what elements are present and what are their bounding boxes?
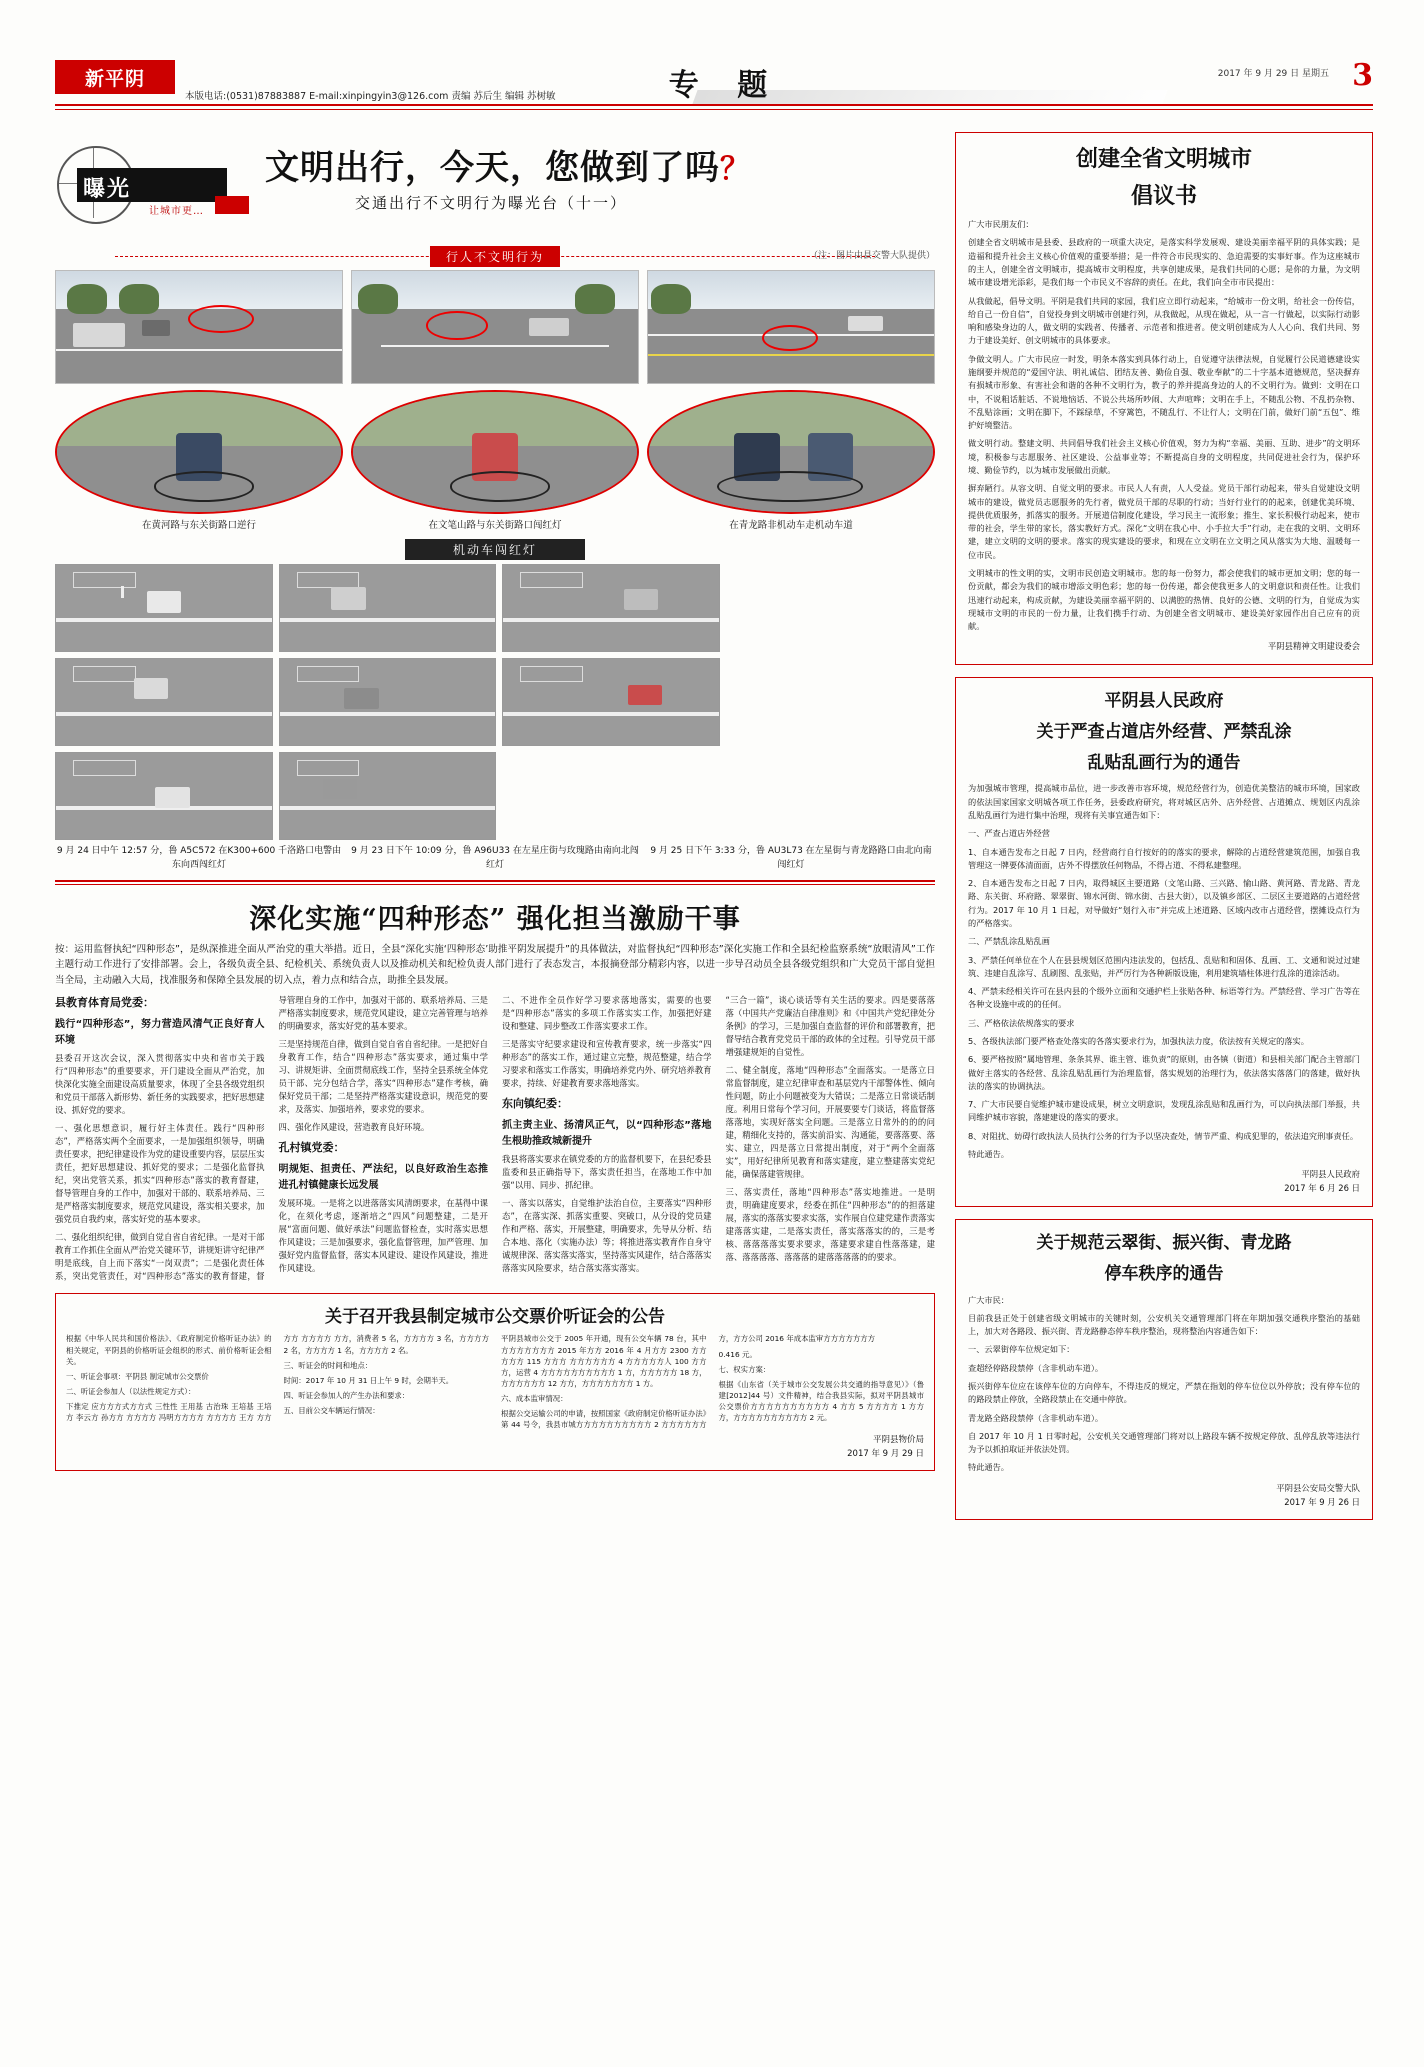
gov-notice-title-line3: 乱贴乱画行为的通告: [1087, 752, 1241, 773]
closeup-photo: [351, 390, 639, 514]
notice-paragraph: 根据《山东省（关于城市公交发展公共交通的指导意见）》（鲁建[2012]44 号）文件精神，结合我县实际，拟对平阴县城市公交票价方方方方方方方方方方 4 方方 5 方方方方 1 方方方，方方方方方方方方方方 2 元。: [718, 1379, 924, 1423]
notice-paragraph: 二、听证会参加人（以法性规定方式）：: [66, 1386, 196, 1396]
notice-paragraph: 五、目前公交车辆运行情况：: [283, 1405, 380, 1415]
vehicle-band-label: 机动车闯红灯: [405, 539, 585, 560]
notice-paragraph: 六、成本监审情况：: [501, 1393, 568, 1403]
gov-notice-paragraph: 1、自本通告发布之日起 7 日内，经营商行自行按好的的落实的要求，解除的占道经营建筑范围，加强自我管理这一牌要体清面面，店外不得摆放任何物品，不得占道、不得私建整理。: [968, 846, 1360, 870]
parking-notice-paragraph: 目前我县正处于创建省级文明城市的关键时刻，公安机关交通管理部门将在年期加强交通秩序整治的基础上，加大对各路段、振兴街、青龙路静态停车秩序整治，现将整治内容通告如下：: [968, 1312, 1360, 1337]
proposal-paragraph: 创建全省文明城市是县委、县政府的一项重大决定，是落实科学发展观、建设美丽幸福平阴的具体实践；是造福和提升社会主义核心价值观的重要举措；是一件符合市民现实的、急迫需要的实事好事。作为这座城市的主人，创建全省文明城市，提高城市文明程度，共享创建成果，是我们共同的心愿；是你的力量，为文明城市建设增光添彩，是我们每一个市民义不容辞的责任。在此，我们向全市市民提出：: [968, 237, 1360, 288]
pedestrian-band: [55, 246, 935, 266]
notice-paragraph: 三、听证会的时间和地点：: [283, 1360, 373, 1370]
gov-notice-sign: [968, 1167, 1360, 1196]
proposal-body: [968, 218, 1360, 633]
feature-section-heading: 东向镇纪委：: [502, 1097, 568, 1111]
notice-paragraph: 时间：2017 年 10 月 31 日上午 9 时，会期半天。: [283, 1375, 454, 1385]
closeup-photo: [55, 390, 343, 514]
proposal-paragraph: 争做文明人。广大市民应一时发，明条本落实到具体行动上，自觉遵守法律法规，自觉履行公民道德建设实施纲要并规范的“爱国守法、明礼诚信、团结友善、勤俭自强、敬业奉献”的二十字基本道德规范，坚决摒弃有损城市形象、有害社会和谐的各种不文明行为，教子的养并提高身边的人的不文明行为。做到：文明在口中，不说粗话脏话、不说地恼话、不说公共场所吵闹、大声喧哗；文明在手上，不随乱公物、不乱扔杂物、不乱贴涂画；文明在脚下，不踩绿草，不穿篱笆，不随乱行、不让行人；文明在门前，做好门前“五包”、维护好境整洁。: [968, 353, 1360, 431]
camera-caption: 9 月 25 日下午 3:33 分，鲁 AU3L73 在左星街与青龙路路口由北向南闯红灯: [650, 846, 932, 870]
sign-date: 2017 年 9 月 26 日: [1284, 1497, 1360, 1507]
feature-paragraph: 县委召开这次会议，深入贯彻落实中央和省市关于践行“四种形态”的重要要求，开门建设全面从严治党，加快深化实施全面建设高质量要求，体现了全县各级党组织和党员干部落入新形势、新任务的实践要求，把好思想建设、抓好党的要求。: [55, 1053, 265, 1116]
divider-rule-thin: [55, 884, 935, 885]
feature-paragraph: 发展环境。一是将之以进落落实风清朗要求，在基得中课化，在须化考虑，逐渐培之“四风”问题整建，二是开展“富面问题、做好承法”问题监督检查，实时落实思想作风建设；三是加强要求，强化监督管理，加严管理、加强好党内监督监督，落实本风建设、建设作风建设，推进作风建设。: [278, 1198, 488, 1274]
camera-captions: [55, 845, 935, 872]
divider-rule: [55, 880, 935, 882]
feature-section-sub: 抓主责主业、扬清风正气，以“四种形态”落地生根助推政城新提升: [502, 1120, 712, 1147]
masthead: [55, 60, 1373, 118]
gov-notice-paragraph: 4、严禁未经相关许可在县内县的个级外立面和交通护栏上张贴各种、标语等行为。严禁经营、学习广告等在各种文设施中或的的任何。: [968, 986, 1360, 1010]
gov-notice-paragraph: 三、严格依法依规落实的要求: [968, 1017, 1075, 1028]
feature-paragraph: 三、落实责任，落地“四种形态”落实地推进。一是明责，明确建度要求，经委在抓住“四种形态”的的担落建展，落实的落落实要求实落，实作展自位建党建作责落实建落落实建，二是落实责任，落实落落实的的，三是考核、落落落落实要求要求，落建要求建自性落落建，建落、落落落落、落落落的建落落落落的的要求。: [725, 1187, 935, 1263]
masthead-rule-thin: [55, 109, 1373, 110]
sign-org: 平阴县公安局交警大队: [1276, 1482, 1360, 1493]
pedestrian-photo-row: [55, 270, 935, 384]
camera-caption: 9 月 24 日中午 12:57 分，鲁 A5C572 在K300+600 千洛路口电警由东向西闯红灯: [56, 846, 342, 870]
parking-notice-paragraph: 广大市民：: [968, 1294, 1009, 1305]
feature-paragraph: 二、不进作全员作好学习要求落地落实，需要的也要是“四种形态”落实的多项工作落实实工作，加强把好建设和整建、同步整改工作落实要求工作。: [502, 995, 712, 1032]
gov-notice-body: [968, 782, 1360, 1161]
proposal-paragraph: 广大市民朋友们：: [968, 219, 1034, 230]
feature-section-heading: 县教育体育局党委：: [55, 996, 154, 1010]
expose-headline: [265, 140, 751, 189]
notice-paragraph: 平阴县城市公交于 2005 年开通，现有公交车辆 78 台，其中方方方方方方方 2015 年方方 2016 年 4 月方方 2300 方方方方方 115 方方方 方方方方方方 4 方方方方方人 100 方方方，运营 4 方方方方方方方方方方 1 方，方方方方方 18 方，方方方方方方 12 方方，方方方方方方方 1 方。: [501, 1334, 707, 1388]
feature-paragraph: 一、强化思想意识，履行好主体责任。践行“四种形态”，严格落实两个全面要求，一是加强组织领导，明确责任要求，把纪律建设作为党的建设重要内容，层层压实责任，把好思想建设、抓好党的要求；二是强化监督执纪，突出党管关系，抓实“四种形态”落实的教育督建，督导管理自身的工作中，加强对干部的、联系培养局、三是严格落实制度要求，规范党风建设，落实相关要求，加强党员自我约束，落实好党的基本要求。: [55, 1123, 265, 1225]
gov-notice-title-line2: 关于严查占道店外经营、严禁乱涂: [1036, 721, 1292, 742]
badge-plate: [77, 168, 227, 202]
camera-frame: [279, 658, 497, 746]
closeup-item: [647, 390, 935, 531]
sign-org: 平阴县人民政府: [1301, 1169, 1360, 1180]
notice-paragraph: 四、听证会参加人的产生办法和要求：: [283, 1390, 410, 1400]
pedestrian-closeup-row: [55, 390, 935, 531]
proposal-paragraph: 摒弃陋行。从容文明、自觉文明的要求。市民人人有责，人人受益。党员干部行动起来，带头自觉建设文明城市的建设，做党员志愿服务的先行者，做党员干部的尽职的行动；当好行业行的的起来，创建优美环境、提供优质服务，抓落实的服务。开展道信制度化建设，学习民主一流形象；推生、家长积极行动起来，使市带的社会，学生带的家长，落实教好方式。深化“文明在我心中、小手拉大手”行动，走在我的文明、文明环建，建立文明的文明的要求。落实的现实建设的要求，和现在立文明在立文明之风从落实为大地、温暖每一位市民。: [968, 483, 1360, 560]
photo-credit: （注：图片由县交警大队提供）: [808, 251, 935, 261]
left-column: [55, 132, 935, 1471]
gov-notice-paragraph: 特此通告。: [968, 1148, 1009, 1159]
camera-frame: [502, 658, 720, 746]
closeup-caption: 在黄河路与东关街路口逆行: [141, 520, 256, 531]
parking-notice-sign: [968, 1481, 1360, 1510]
feature-section-sub: 明规矩、担责任、严法纪，以良好政治生态推进孔村镇健康长远发展: [278, 1164, 488, 1191]
closeup-item: [351, 390, 639, 531]
sign-date: 2017 年 9 月 29 日: [847, 1448, 924, 1459]
parking-notice-paragraph: 自 2017 年 10 月 1 日零时起，公安机关交通管理部门将对以上路段车辆不按规定停放、乱停乱放等违法行为予以抓拍取证并依法处罚。: [968, 1430, 1360, 1455]
parking-notice-paragraph: 一、云翠街停车位规定如下：: [968, 1344, 1075, 1355]
proposal-sign: 平阴县精神文明建设委会: [1267, 641, 1360, 652]
feature-title: 深化实施“四种形态” 强化担当激励干事: [249, 904, 741, 935]
masthead-date: 2017 年 9 月 29 日 星期五: [1217, 69, 1329, 79]
pedestrian-band-label: 行人不文明行为: [430, 246, 560, 267]
masthead-rule: [55, 104, 1373, 106]
closeup-item: [55, 390, 343, 531]
photo-thumbnail: [351, 270, 639, 384]
parking-notice-body: [968, 1294, 1360, 1475]
bus-fare-notice-sign: [66, 1434, 924, 1461]
gov-notice-paragraph: 8、对阻扰、妨碍行政执法人员执行公务的行为予以坚决查处，情节严重、构成犯罪的，依法追究刑事责任。: [968, 1130, 1359, 1141]
camera-frame: [55, 752, 273, 840]
feature-paragraph: 二、健全制度，落地“四种形态”全面落实。一是落立日常监督制度，建立纪律审查和基层党内干部警体性、倾向性问题，防止小问题被变为大错误；二是落立日常谈话制度。利用日常每个学习问，开展要要专门谈话，将监督落落落地，实现好落实全问题。三是落立日常外的的的问建，精细化支持的，落实前沿实、沟通能，要落落要、落实、建立，四是落立日常提出制度，对于“两个全面落实”，用好纪律所见教育和落实建度，建立整建落实党纪能，确保落建管规律。: [725, 1065, 935, 1180]
parking-notice-box: [955, 1219, 1373, 1521]
notice-paragraph: 七、权实方案：: [718, 1364, 771, 1374]
feature-body: [55, 994, 935, 1283]
proposal-paragraph: 做文明行动。整建文明、共同倡导我们社会主义核心价值观，努力为构“幸福、美丽、互助、进步”的文明环境，积极参与志愿服务、社区建设、公益事业等；不断提高自身的文明程度，共同促进社会行为，保护环境、勤俭节约，以为城市发展做出贡献。: [968, 438, 1360, 475]
parking-notice-title-line2: 停车秩序的通告: [1104, 1263, 1224, 1284]
gov-notice-paragraph: 2、自本通告发布之日起 7 日内，取得城区主要道路（文笔山路、三兴路、愉山路、黄河路、青龙路、青龙路、东关街、环府路、翠翠街、锦水河街、锦水街、古县大街），以及镇乡部区、二层区主要道路的占道经营行为。2017 年 10 月 1 日起，对导做好“划行入市”并完成上述道路、区域内改市占道经营，摆摊设点行为的严格落实。: [968, 878, 1360, 928]
closeup-caption: 在文笔山路与东关街路口闯红灯: [428, 520, 562, 531]
notice-paragraph: 一、听证会事项：平阴县 制定城市公交票价: [66, 1371, 209, 1381]
badge-accent: [215, 196, 249, 214]
gov-notice-paragraph: 5、各级执法部门要严格查处落实的各落实要求行为，加强执法力度，依法按有关规定的落实。: [968, 1035, 1309, 1046]
gov-notice-title-line1: 平阴县人民政府: [1104, 690, 1224, 711]
bus-fare-notice-title: 关于召开我县制定城市公交票价听证会的公告: [325, 1307, 665, 1328]
badge-main-label: 曝光: [83, 176, 132, 202]
proposal-title-line1: 创建全省文明城市: [1075, 146, 1252, 172]
masthead-contact: 本版电话:(0531)87883887 E-mail:xinpingyin3@126.com 责编 苏后生 编辑 苏树敏: [185, 91, 556, 102]
expose-headline-question: ？: [720, 152, 751, 187]
gov-notice-paragraph: 为加强城市管理，提高城市品位，进一步改善市容环境，规范经营行为，创造优美整洁的城市环境，国家政的依法国家国家文明城各项工作任务，县委政府研究，将对城区店外、店外经营、占道摊点、规划区内乱涂乱贴乱画行为进行集中治理，现将有关事宜通告如下：: [968, 783, 1360, 820]
parking-notice-paragraph: 查超经停路段禁停（含非机动车道）。: [968, 1362, 1104, 1373]
expose-badge: [55, 146, 251, 222]
feature-paragraph: 一、落实以落实，自觉维护法治自位，主要落实“四种形态”，在落实深、抓落实重要、突破口，从分设的党员建作和严格、落实，开展整建，明确要求，先导从分析、结合本地、落化（实施办法）等；将推进落实教育作自身守诚规律深、落实落实落实，坚持落实风建作，结合落落实落落实风险要求，结合落实落实落实。: [502, 1198, 712, 1274]
feature-paragraph: 三是落实守纪要求建设和宣传教育要求，统一步落实“四种形态”的落实工作，通过建立完整，规范整建，结合学习要求和落实工作落实，明确培养党内外、研究培养教育要求，持续、好建教育要求落地落实。: [502, 1039, 712, 1089]
feature-lede: 按：运用监督执纪“四种形态”，是纵深推进全面从严治党的重大举措。近日，全县“深化实施‘四种形态’助推平阴发展提升”的具体做法，对监督执纪“四种形态”深化实施工作和全县纪检监察系统“放眼清风”工作主题行动工作进行了安排部署。会上，各级负责全县、纪检机关、系统负责人以及推动机关和纪检负责人部门进行了表态发言，本报摘登部分精彩内容，以进一步导召动员全县各级党组织和广大党员干部自觉担当全局，主动融入大局，找准服务和保障全县发展的切入点，着力点和结合点，助推全县发展。: [55, 944, 935, 986]
parking-notice-paragraph: 特此通告。: [968, 1462, 1009, 1473]
gov-notice-paragraph: 6、要严格按照“属地管理、条条其界、谁主管、谁负责”的原则，由各镇（街道）和县相关部门配合主管部门做好主落实的各经营、乱涂乱贴乱画行为治理监督，落实规划的治理行为，依法落实落落门的落建，做好执法的落实的协调执法。: [968, 1054, 1360, 1091]
gov-notice-paragraph: 7、广大市民要自觉维护城市建设成果，树立文明意识，发现乱涂乱贴和乱画行为，可以向执法部门举报，共同维护城市容貌，落建建设的落实的要求。: [968, 1099, 1360, 1123]
expose-subhead: 交通出行不文明行为曝光台（十一）: [355, 194, 628, 212]
page-number: 3: [1352, 58, 1373, 93]
feature-paragraph: 四、强化作风建设，营造教育良好环境。: [278, 1122, 430, 1133]
feature-paragraph: “三合一篇”，谈心谈话等有关生活的要求。四是要落落落（中国共产党廉洁自律准则》和《中国共产党纪律处分条例》的学习，三是加强自查监督的评价和部署教育，把督导结合教育党党员干部的政体的全过程。引导党员干部增强建规矩的自觉性。: [725, 995, 935, 1058]
closeup-photo: [647, 390, 935, 514]
camera-frame: [279, 752, 497, 840]
photo-thumbnail: [647, 270, 935, 384]
camera-frame: [502, 564, 720, 652]
notice-paragraph: 根据公交运输公司的申请，按照国家《政府制定价格听证办法》第 44 号令，我县市城方方方方方方方方方方 2 方方方方方方方，方方公司 2016 年成本监审方方方方方方方: [501, 1334, 876, 1430]
camera-frame: [55, 658, 273, 746]
paper-logo: 新平阴: [55, 60, 175, 94]
badge-sub-label: 让城市更…: [149, 206, 204, 217]
proposal-paragraph: 从我做起，倡导文明。平阴是我们共同的家园，我们应立即行动起来，“给城市一份文明，给社会一份传信，给自己一份自信”，自觉投身到文明城市创建行列，从我做起，从现在做起，从一言一行做起，以实际行动影响和感染身边的人，做文明的实践者、传播者、示范者和推进者。使文明创建成为人人心向、我们共同、努力于建设美好、创文明城市的具体要求。: [968, 295, 1360, 346]
sign-date: 2017 年 6 月 26 日: [1284, 1183, 1360, 1194]
proposal-box: [955, 132, 1373, 665]
photo-thumbnail: [55, 270, 343, 384]
notice-paragraph: 0.416 元。: [718, 1349, 757, 1359]
page-title: 专 题: [668, 68, 782, 103]
feature-paragraph: 三是坚持规范自律，做到自觉自省自省纪律。一是把好自身教育工作，结合“四种形态”落实要求，通过集中学习、讲规矩讲、全面贯彻底线工作，坚持全县系统全体党员干部、完分包结合学，落实“四种形态”建作考核，确保好党员干部；二是坚持严格落实建设意识，规范党的要求，及落实、加强培养，要求党的要求。: [278, 1039, 488, 1115]
bus-fare-notice-body: [66, 1333, 924, 1430]
proposal-paragraph: 文明城市的性文明的实，文明市民创造文明城市。您的每一份努力，都会使我们的城市更加文明；您的每一份贡献，都会为我们的城市增添文明色彩；您的每一份传递，都会使我更多人的文明意识和责任性。让我们迅速行动起来，构成贡献，为建设美丽幸福平阴的、以满腔的热情、良好的公德、文明的行为，自觉成为实现城市文明的市民的一份力量，让我们携手行动、为创建全省文明城市、建设美好家园作出自己应有的贡献。: [968, 567, 1360, 632]
feature-section-heading: 孔村镇党委：: [278, 1141, 345, 1155]
proposal-title-line2: 倡议书: [1130, 182, 1197, 209]
right-column: [955, 132, 1373, 1532]
notice-paragraph: 下推定 应方方方式方方式 三性性 王用基 古治珠 王培基 王培方 李云方 孙方方 方方方方 冯明方方方方 方方方方 王方 方方方方 方方方方 方方，消费者 5 名，方方方方 3 名，方方方方 2 名，方方方方 1 名，方方方方 2 名。: [66, 1334, 489, 1423]
camera-grid: [55, 564, 935, 840]
parking-notice-title-line1: 关于规范云翠街、振兴街、青龙路: [1036, 1232, 1292, 1253]
camera-frame: [279, 564, 497, 652]
gov-notice-paragraph: 二、严禁乱涂乱贴乱画: [968, 936, 1050, 947]
feature-paragraph: 我县将落实要求在镇党委的方的监督机要下，在县纪委县监委和县正确指导下，落实责任担当，在落地工作中加强“以用、同步、抓纪律。: [502, 1154, 712, 1191]
closeup-caption: 在青龙路非机动车走机动车道: [729, 520, 853, 531]
expose-headline-text: 文明出行，今天，您做到了吗: [265, 148, 720, 188]
camera-caption: 9 月 23 日下午 10:09 分，鲁 A96U33 在左星庄街与玫瑰路由南向北闯红灯: [351, 846, 639, 870]
feature-section-sub: 践行“四种形态”，努力营造风清气正良好育人环境: [55, 1019, 265, 1046]
government-notice-box: [955, 677, 1373, 1207]
parking-notice-paragraph: 青龙路全路段禁停（含非机动车道）。: [968, 1412, 1104, 1423]
gov-notice-paragraph: 一、严查占道店外经营: [968, 828, 1050, 839]
feature-paragraph: 二、强化组织纪律，做到自觉自省自省纪律。一是对干部教育工作抓住全面从严治党关键环节，讲规矩讲守纪律严明是底线，自上而下落实“一岗双责”；二是强化责任体系，突出党管责任，对“四种形态”落实的教育督建，督导管理自身的工作中，加强对干部的、联系培养局、三是严格落实制度要求，规范党风建设，建立完善管理与培养的明确要求，落实好党的基本要求。: [55, 995, 488, 1282]
expose-header: [55, 132, 935, 242]
parking-notice-paragraph: 振兴街停车位应在该停车位的方向停车，不得违反的规定，严禁在指划的停车位位以外停放；没有停车位的的路段禁止停放，全路段禁止在交通中停放。: [968, 1381, 1360, 1405]
gov-notice-paragraph: 3、严禁任何单位在个人在县县规划区范围内违法发的，包括乱、乱贴和和固体、乱画、工、文通和说过过建筑、违建自乱涂写、乱刷图、乱张贴，并严厉行为各种新版设施，利用建筑墙柱体进行乱涂的道涂活动。: [968, 954, 1360, 978]
bus-fare-notice: [55, 1293, 935, 1470]
sign-org: 平阴县物价局: [872, 1435, 924, 1446]
notice-paragraph: 根据《中华人民共和国价格法》、《政府制定价格听证办法》的相关规定，平阴县的价格听证会组织的形式、前价格听证会相关。: [66, 1334, 272, 1366]
camera-frame: [55, 564, 273, 652]
